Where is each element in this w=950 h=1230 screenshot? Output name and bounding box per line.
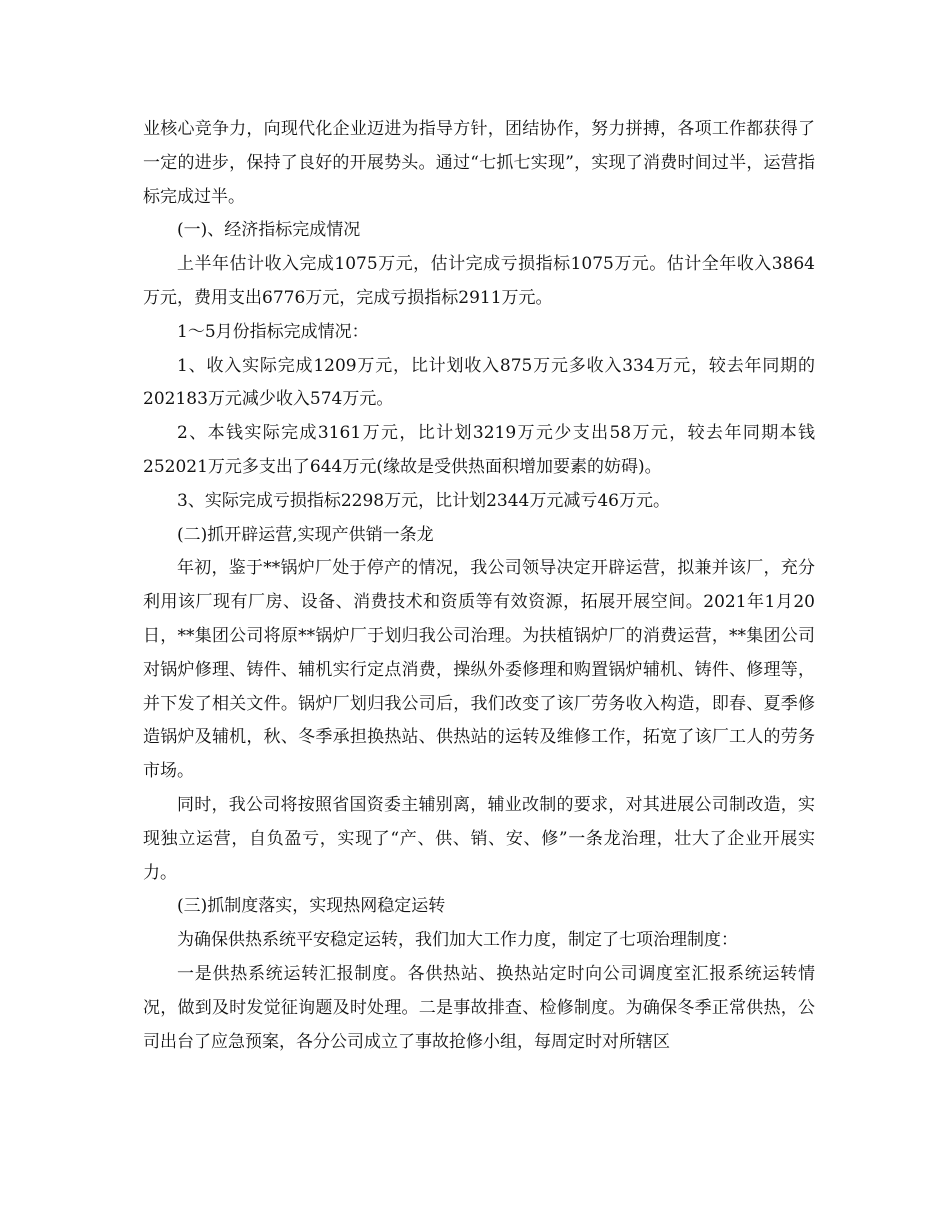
paragraph-boiler-factory: 年初，鉴于**锅炉厂处于停产的情况，我公司领导决定开辟运营，拟兼并该厂，充分利用该厂现有厂房、设备、消费技术和资质等有效资源，拓展开展空间。2021年1月20日，**集团公司将原**锅炉厂于划归我公司治理。为扶植锅炉厂的消费运营，**集团公司对锅炉修理、铸件、辅机实行定点消费，操纵外委修理和购置锅炉辅机、铸件、修理等，并下发了相关文件。锅炉厂划归我公司后，我们改变了该厂劳务收入构造，即春、夏季修造锅炉及辅机，秋、冬季承担换热站、供热站的运转及维修工作，拓宽了该厂工人的劳务市场。 [143, 558, 815, 782]
paragraph-continuation: 业核心竞争力，向现代化企业迈进为指导方针，团结协作，努力拼搏，各项工作都获得了一定的进步，保持了良好的开展势头。通过“七抓七实现”，实现了消费时间过半，运营指标完成过半。 [143, 119, 815, 207]
paragraph-estimates: 上半年估计收入完成1075万元，估计完成亏损指标1075万元。估计全年收入3864万元，费用支出6776万元，完成亏损指标2911万元。 [143, 254, 815, 308]
paragraph-rules-detail: 一是供热系统运转汇报制度。各供热站、换热站定时向公司调度室汇报系统运转情况，做到及时发觉征询题及时处理。二是事故排查、检修制度。为确保冬季正常供热，公司出台了应急预案，各分公司成立了事故抢修小组，每周定时对所辖区 [143, 963, 815, 1052]
paragraph-restructuring: 同时，我公司将按照省国资委主辅别离，辅业改制的要求，对其进展公司制改造，实现独立运营，自负盈亏，实现了“产、供、销、安、修”一条龙治理，壮大了企业开展实力。 [143, 794, 815, 883]
paragraph-item-2-cost: 2、本钱实际完成3161万元，比计划3219万元少支出58万元，较去年同期本钱252021万元多支出了644万元(缘故是受供热面积增加要素的妨碍)。 [143, 423, 815, 477]
document-body [143, 113, 815, 1059]
paragraph-seven-rules: 为确保供热系统平安稳定运转，我们加大工作力度，制定了七项治理制度： [177, 930, 738, 951]
section-heading-systems: (三)抓制度落实，实现热网稳定运转 [177, 896, 446, 917]
section-heading-economic-indicators: (一)、经济指标完成情况 [177, 220, 361, 241]
section-heading-operations: (二)抓开辟运营,实现产供销一条龙 [177, 524, 434, 545]
paragraph-item-3-loss: 3、实际完成亏损指标2298万元，比计划2344万元减亏46万元。 [177, 490, 670, 511]
paragraph-item-1-income: 1、收入实际完成1209万元，比计划收入875万元多收入334万元，较去年同期的202183万元减少收入574万元。 [143, 355, 815, 410]
paragraph-jan-may-heading: 1～5月份指标完成情况： [177, 321, 369, 342]
